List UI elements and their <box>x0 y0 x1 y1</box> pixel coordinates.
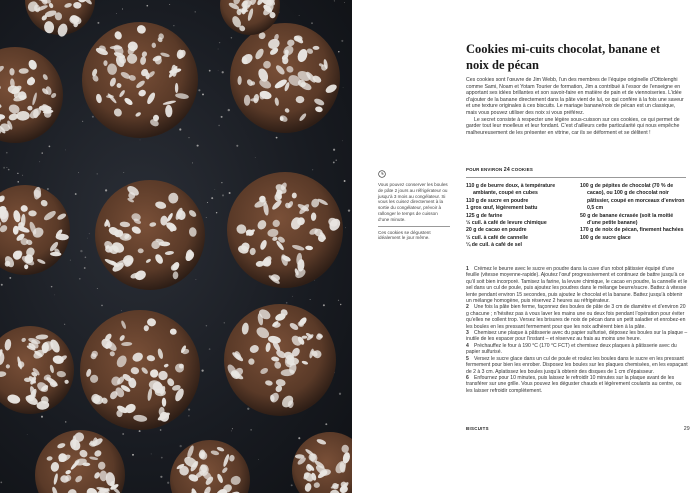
cookie <box>95 180 205 290</box>
sugar-speck <box>179 128 181 130</box>
sugar-speck <box>140 140 141 141</box>
recipe-intro <box>466 77 686 136</box>
ingredients-left-column <box>466 183 571 250</box>
sugar-speck <box>250 429 251 430</box>
ingredient-item: ¼ de cuil. à café de sel <box>466 242 522 249</box>
sugar-speck <box>216 212 217 213</box>
sugar-speck <box>336 160 337 161</box>
sugar-speck <box>325 423 327 425</box>
sugar-speck <box>344 2 345 3</box>
sugar-speck <box>123 172 124 173</box>
servings-unit: COOKIES <box>511 167 533 172</box>
sugar-speck <box>0 482 2 484</box>
cookie <box>82 22 198 138</box>
sugar-speck <box>85 256 87 258</box>
clock-icon <box>378 170 386 178</box>
sugar-speck <box>206 217 207 218</box>
sugar-speck <box>231 37 233 39</box>
sugar-speck <box>65 421 67 423</box>
recipe-steps <box>466 266 688 394</box>
sugar-speck <box>39 161 40 162</box>
ingredient-item: 110 g de beurre doux, à température ambiante, coupé en cubes <box>466 183 556 197</box>
step-number: 6 <box>466 374 469 381</box>
sugar-speck <box>292 296 293 297</box>
sugar-speck <box>247 408 249 410</box>
sugar-speck <box>78 172 79 173</box>
sugar-speck <box>27 434 28 435</box>
sugar-speck <box>122 8 123 9</box>
sugar-speck <box>101 305 103 307</box>
sugar-speck <box>342 140 343 141</box>
step-number: 4 <box>466 342 469 349</box>
step-text: Une fois la pâte bien ferme, façonnez des boules de pâte de 3 cm de diamètre et d’environ 20 g chacune ; n’hésitez pas à vous laver les mains une ou deux fois pendant l’opération pour éviter qu’elles ne collent trop. Versez les brisures de noix de pécan dans un petit saladier et enrobez-en les boules en les pressant fermement pour que les noix adhèrent bien à la pâte. <box>466 304 686 330</box>
step <box>466 304 688 330</box>
sugar-speck <box>132 454 134 456</box>
sugar-speck <box>41 416 43 418</box>
ingredient-item: ½ cuil. à café de levure chimique <box>466 220 547 227</box>
sugar-speck <box>160 476 162 478</box>
cookie <box>224 304 336 416</box>
sugar-speck <box>97 22 99 24</box>
sugar-speck <box>311 22 313 24</box>
sugar-speck <box>333 161 335 163</box>
step-number: 1 <box>466 266 469 272</box>
tip-divider <box>378 226 450 227</box>
sugar-speck <box>197 145 199 147</box>
sugar-speck <box>82 121 83 122</box>
ingredients-divider <box>466 177 686 178</box>
sugar-speck <box>49 146 51 148</box>
step <box>466 356 688 375</box>
ingredient-item: 50 g de banane écrasée (soit la moitié d’une petite banane) <box>580 212 674 227</box>
page-number: 29 <box>683 426 690 432</box>
sugar-speck <box>338 300 339 301</box>
sugar-speck <box>202 93 204 95</box>
ingredients-right-column <box>580 183 685 242</box>
sugar-speck <box>206 325 207 326</box>
sugar-speck <box>232 428 233 429</box>
sugar-speck <box>6 152 8 154</box>
sugar-speck <box>65 150 66 151</box>
sugar-speck <box>169 4 170 5</box>
sugar-speck <box>224 322 225 323</box>
sugar-speck <box>173 25 174 26</box>
sugar-speck <box>340 304 341 305</box>
sugar-speck <box>211 197 213 199</box>
ingredient-item: 20 g de cacao en poudre <box>466 227 527 234</box>
cookie <box>230 23 340 133</box>
sugar-speck <box>345 227 346 228</box>
sugar-speck <box>8 169 10 171</box>
sugar-speck <box>188 409 190 411</box>
step-text: Préchauffez le four à 190 °C (170 °C FCT) et chemisez deux plaques à pâtisserie avec du papier sulfurisé. <box>466 342 677 356</box>
sugar-speck <box>6 167 7 168</box>
intro-paragraph-2: Le secret consiste à respecter une légère sous-cuisson sur ces cookies, ce qui permet de garder tout leur moelleux et leur fondant. C’est d’ailleurs cette particularité qui nous empêche malheureusement de les présenter en vitrine, car ils se déforment et se délitent ! <box>466 116 680 136</box>
sugar-speck <box>198 89 200 91</box>
ingredient-item: ½ cuil. à café de cannelle <box>466 234 528 241</box>
step <box>466 266 688 304</box>
sugar-speck <box>276 137 278 139</box>
sugar-speck <box>9 277 11 279</box>
sugar-speck <box>214 189 215 190</box>
step-text: Crémez le beurre avec le sucre en poudre dans la cuve d’un robot pâtissier équipé d’une feuille (vitesse moyenne-rapide). Ajoutez l’œuf progressivement et continuez de battre jusqu’à ce qu’il soit bien incorporé. Tamisez la farine, la levure chimique, le cacao en poudre, la cannelle et le sel dans un cul de poule, puis ajoutez les poudres dans le mélange beurre/sucre. Battez à vitesse lente pendant environ 15 secondes, puis ajoutez le chocolat et la banane. Battez jusqu’à obtenir un mélange homogène, puis réservez 2 heures au réfrigérateur. <box>466 266 688 305</box>
step-number: 3 <box>466 330 469 337</box>
tips-sidebar <box>378 170 450 241</box>
servings-line <box>466 167 686 173</box>
sugar-speck <box>209 70 211 72</box>
sugar-speck <box>218 70 219 71</box>
sugar-speck <box>167 482 169 484</box>
sugar-speck <box>160 429 162 431</box>
sugar-speck <box>334 0 335 1</box>
sugar-speck <box>54 295 55 296</box>
sugar-speck <box>298 437 300 439</box>
sugar-speck <box>231 430 232 431</box>
cookie <box>0 326 74 414</box>
sugar-speck <box>323 304 325 306</box>
page-footer <box>466 426 690 431</box>
sugar-speck <box>70 260 71 261</box>
ingredient-item: 100 g de pépites de chocolat (70 % de cacao), ou 100 g de chocolat noir pâtissier, coupé en morceaux d’environ 0,5 cm <box>580 183 685 212</box>
step <box>466 330 688 343</box>
sugar-speck <box>195 11 196 12</box>
sugar-speck <box>312 169 313 170</box>
sugar-speck <box>209 348 211 350</box>
sugar-speck <box>255 157 256 158</box>
cookie <box>0 185 70 275</box>
sugar-speck <box>116 13 117 14</box>
footer-section: BISCUITS <box>466 426 489 431</box>
sugar-speck <box>339 393 341 395</box>
sugar-speck <box>89 233 90 234</box>
cookie <box>0 47 63 143</box>
sugar-speck <box>97 288 98 289</box>
sugar-speck <box>258 459 259 460</box>
sugar-speck <box>87 238 88 239</box>
sugar-speck <box>219 42 220 43</box>
sugar-speck <box>122 433 124 435</box>
step-text: Chemisez une plaque à pâtisserie avec du papier sulfurisé, déposez les boules sur la plaque – inutile de les espacer pour l’instant – et réservez au frais au moins une heure. <box>466 330 688 343</box>
sugar-speck <box>92 116 94 118</box>
sugar-speck <box>97 173 98 174</box>
step-number: 5 <box>466 355 469 362</box>
sugar-speck <box>180 445 182 447</box>
recipe-page <box>352 0 700 493</box>
sugar-speck <box>195 279 196 280</box>
sugar-speck <box>218 125 219 126</box>
sugar-speck <box>222 71 224 73</box>
tip-serving: Ces cookies se dégustent idéalement le jour même. <box>378 229 431 241</box>
sugar-speck <box>310 299 311 300</box>
sugar-speck <box>151 453 152 454</box>
ingredient-item: 1 gros œuf, légèrement battu <box>466 205 538 212</box>
sugar-speck <box>188 415 189 416</box>
sugar-speck <box>51 286 53 288</box>
sugar-speck <box>344 180 346 182</box>
cookie <box>80 310 200 430</box>
sugar-speck <box>221 116 223 118</box>
sugar-speck <box>22 175 23 176</box>
sugar-speck <box>341 40 343 42</box>
servings-count: 24 <box>503 167 510 173</box>
sugar-speck <box>333 149 335 151</box>
sugar-speck <box>236 145 238 147</box>
sugar-speck <box>228 109 230 111</box>
sugar-speck <box>105 189 107 191</box>
sugar-speck <box>299 15 300 16</box>
step <box>466 375 688 394</box>
sugar-speck <box>338 51 339 52</box>
step-text: Versez le sucre glace dans un cul de poule et roulez les boules dans le sucre en les pressant fermement pour bien les enrober. Disposez les boules sur les plaques chemisées, en les espaçant de 2 à 3 cm. Aplatissez les boules jusqu’à obtenir des disques de 1 cm d’épaisseur. <box>466 355 688 375</box>
sugar-speck <box>42 152 43 153</box>
step-text: Enfournez pour 10 minutes, puis laissez le refroidir 10 minutes sur la plaque avant de les transférer sur une grille. Vous pouvez les déguster chauds et légèrement coulants au centre, ou les laisser refroidir complètement. <box>466 374 682 394</box>
sugar-speck <box>207 202 208 203</box>
sugar-speck <box>79 278 81 280</box>
step <box>466 343 688 356</box>
sugar-speck <box>17 181 18 182</box>
sugar-speck <box>218 49 219 50</box>
sugar-speck <box>1 284 3 286</box>
sugar-speck <box>286 302 288 304</box>
ingredient-item: 110 g de sucre en poudre <box>466 197 529 204</box>
sugar-speck <box>161 457 163 459</box>
cookie <box>35 430 125 493</box>
recipe-title: Cookies mi-cuits chocolat, banane et noix de pécan <box>466 42 661 72</box>
sugar-speck <box>80 250 82 252</box>
cookie <box>25 0 95 38</box>
sugar-speck <box>201 369 203 371</box>
sugar-speck <box>229 192 231 194</box>
sugar-speck <box>75 193 77 195</box>
step-number: 2 <box>466 304 469 311</box>
sugar-speck <box>343 87 344 88</box>
servings-label: POUR ENVIRON <box>466 167 503 172</box>
sugar-speck <box>84 267 86 269</box>
ingredient-item: 100 g de sucre glace <box>580 234 631 241</box>
sugar-speck <box>348 209 350 211</box>
sugar-speck <box>47 188 49 190</box>
tip-storage: Vous pouvez conserver les boules de pâte 2 jours au réfrigérateur ou jusqu’à 3 mois au congélateur. Si vous les cuisez directement à la sortie du congélateur, prévoir à rallonger le temps de cuisson d’une minute. <box>378 182 448 222</box>
cookie <box>227 172 343 288</box>
sugar-speck <box>221 182 222 183</box>
cookie <box>170 440 250 493</box>
sugar-speck <box>146 5 148 7</box>
sugar-speck <box>64 324 65 325</box>
sugar-speck <box>17 173 18 174</box>
cookie <box>292 432 352 493</box>
sugar-speck <box>121 310 122 311</box>
sugar-speck <box>222 194 224 196</box>
ingredient-item: 170 g de noix de pécan, finement hachées <box>580 227 684 234</box>
sugar-speck <box>188 137 189 138</box>
sugar-speck <box>3 167 5 169</box>
sugar-speck <box>139 430 141 432</box>
sugar-speck <box>192 162 193 163</box>
sugar-speck <box>291 484 293 486</box>
ingredient-item: 125 g de farine <box>466 212 503 219</box>
intro-paragraph-1: Ces cookies sont l’œuvre de Jim Webb, l’un des membres de l’équipe originelle d’Ottolenghi comme Sami, Noam et Yotam Tourier de formation, Jim a contribué à l’essor de l’enseigne en apportant ses idées brillantes et son savoir-faire en matière de pain et de viennoiseries. L’idée d’ajouter de la banane directement dans la pâte vient de lui, ce qui confère à la fois une saveur et une texture originales à ces biscuits. Le mariage banane/noix de pécan est un classique, mais vous pouvez utiliser des noix si vous préférez. <box>466 77 684 116</box>
